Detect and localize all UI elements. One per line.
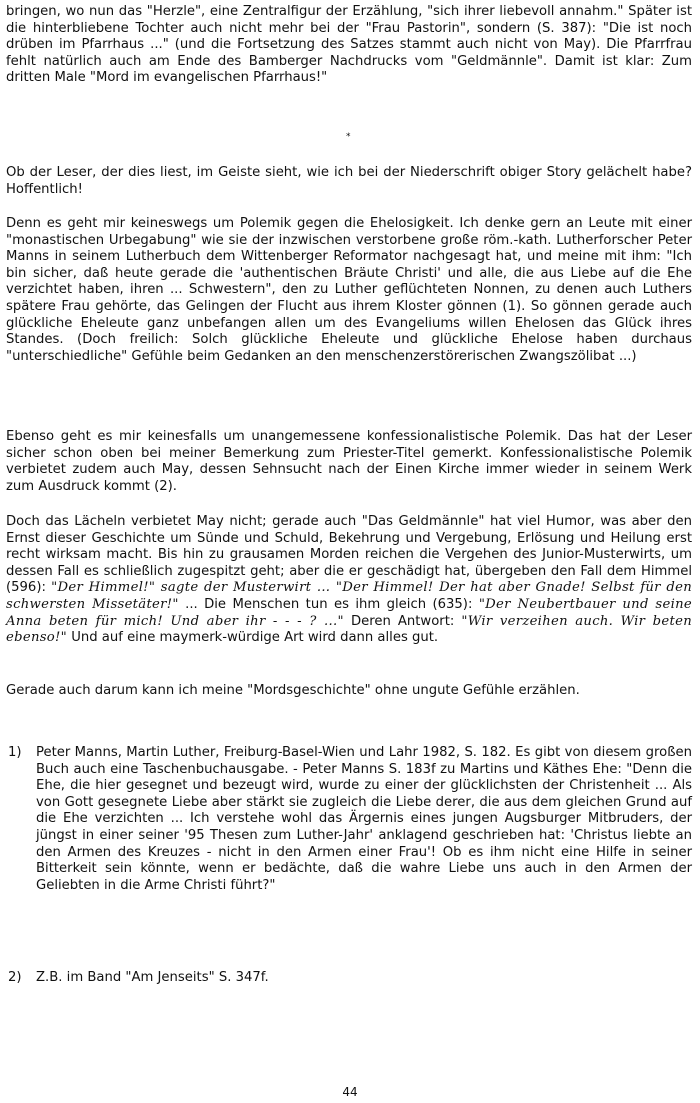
paragraph-5-text-g: Und auf eine maymerk-würdige Art wird dann alles gut. bbox=[67, 630, 439, 646]
paragraph-3: Denn es geht mir keineswegs um Polemik gegen die Ehelosigkeit. Ich denke gern an Leute mit einer "monastischen Urbegabung" wie sie der inzwischen verstorbene große röm.-kath. Lutherforscher Peter Manns in seinem Lutherbuch dem Wittenberger Reformator nachgesagt hat, und meine mit ihm: "Ich bin sicher, daß heute gerade die 'authentischen Bräute Christi' und alle, die aus Liebe auf die Ehe verzichtet haben, ihren ... Schwestern", den zu Luther geflüchteten Nonnen, zu denen auch Luthers spätere Frau gehörte, das Gelingen der Flucht aus ihrem Kloster gönnen (1). So gönnen gerade auch glückliche Eheleute ganz unbefangen allen um des Evangeliums willen Ehelosen das Glück ihres Standes. (Doch freilich: Solch glückliche Eheleute und glückliche Ehelose haben durchaus "unterschiedliche" Gefühle beim Gedanken an den menschenzerstörerischen Zwangszölibat ...) bbox=[6, 216, 692, 364]
footnote-1 bbox=[8, 745, 692, 894]
paragraph-1: bringen, wo nun das "Herzle", eine Zentralfigur der Erzählung, "sich ihrer liebevoll annahm." Später ist die hinterbliebene Tochter auch nicht mehr bei der "Frau Pastorin", sondern (S. 387): "Die ist noch drüben im Pfarrhaus ..." (und die Fortsetzung des Satzes stammt auch nicht von May). Die Pfarrfrau fehlt natürlich auch am Ende des Bamberger Nachdrucks vom "Geldmännle". Damit ist klar: Zum dritten Male "Mord im evangelischen Pfarrhaus!" bbox=[6, 4, 692, 86]
paragraph-5-text-a: Doch das Lächeln verbietet May nicht; gerade auch "Das Geldmännle" hat viel Humor, was aber den Ernst dieser Geschichte um Sünde und Schuld, Bekehrung und Vergebung, Erlösung und Heilung erst recht wirksam macht. Bis hin zu grausamen Morden reichen die Vergehen des Junior-Musterwirts, um dessen Fall es schließlich zugespitzt geht; aber die er geschädigt hat, übergeben den Fall dem Himmel (596): bbox=[6, 514, 692, 596]
paragraph-5 bbox=[6, 514, 692, 647]
paragraph-5-text-c: ... Die Menschen tun es ihm gleich (635): bbox=[178, 596, 479, 612]
footnote-text: Peter Manns, Martin Luther, Freiburg-Basel-Wien und Lahr 1982, S. 182. Es gibt von diesem großen Buch auch eine Taschenbuchausgabe. - Peter Manns S. 183f zu Martins und Käthes Ehe: "Denn die Ehe, die hier gesegnet und bezeugt wird, wurde zu einer der glücklichsten der Christenheit ... Als von Gott gesegnete Liebe aber stärkt sie zugleich die Liebe derer, die aus dem gleichen Grund auf die Ehe verzichten ... Ich verstehe wohl das Ärgernis eines jungen Augsburger Mitbruders, der jüngst in einer seiner '95 Thesen zum Luther-Jahr' anklagend geschrieben hat: 'Christus liebte an den Armen des Kreuzes - nicht in den Armen einer Frau'! Ob es ihm nicht eine Hilfe in seiner Bitterkeit sein könnte, wenn er bedächte, daß die wahre Liebe uns auch in den Armen der Geliebten in die Arme Christi führt?" bbox=[36, 745, 692, 893]
paragraph-4: Ebenso geht es mir keinesfalls um unangemessene konfessionalistische Polemik. Das hat der Leser sicher schon oben bei meiner Bemerkung zum Priester-Titel gemerkt. Konfessionalistische Polemik verbietet zudem auch May, dessen Sehnsucht nach der Einen Kirche immer wieder in seinem Werk zum Ausdruck kommt (2). bbox=[6, 429, 692, 494]
footnote-number: 2) bbox=[8, 970, 22, 985]
paragraph-6: Gerade auch darum kann ich meine "Mordsgeschichte" ohne ungute Gefühle erzählen. bbox=[6, 683, 580, 698]
paragraph-5-text-e: Deren Antwort: bbox=[343, 613, 462, 629]
quote-musterwirt: "Der Himmel!" sagte der Musterwirt ... "Der Himmel! Der hat aber Gnade! Selbst für den schwersten Missetäter!" bbox=[6, 580, 692, 612]
quote-neubertbauer: "Der Neubertbauer und seine Anna beten für mich! Und aber ihr - - - ? ..." bbox=[6, 596, 693, 629]
footnote-text: Z.B. im Band "Am Jenseits" S. 347f. bbox=[36, 970, 269, 985]
quote-antwort: "Wir verzeihen auch. Wir beten ebenso!" bbox=[6, 613, 692, 646]
page-number: 44 bbox=[342, 1085, 358, 1099]
footnote-number: 1) bbox=[8, 745, 22, 760]
paragraph-2: Ob der Leser, der dies liest, im Geiste sieht, wie ich bei der Niederschrift obiger Story gelächelt habe? Hoffentlich! bbox=[6, 165, 692, 197]
section-separator: * bbox=[346, 132, 351, 142]
footnote-2 bbox=[8, 970, 692, 987]
